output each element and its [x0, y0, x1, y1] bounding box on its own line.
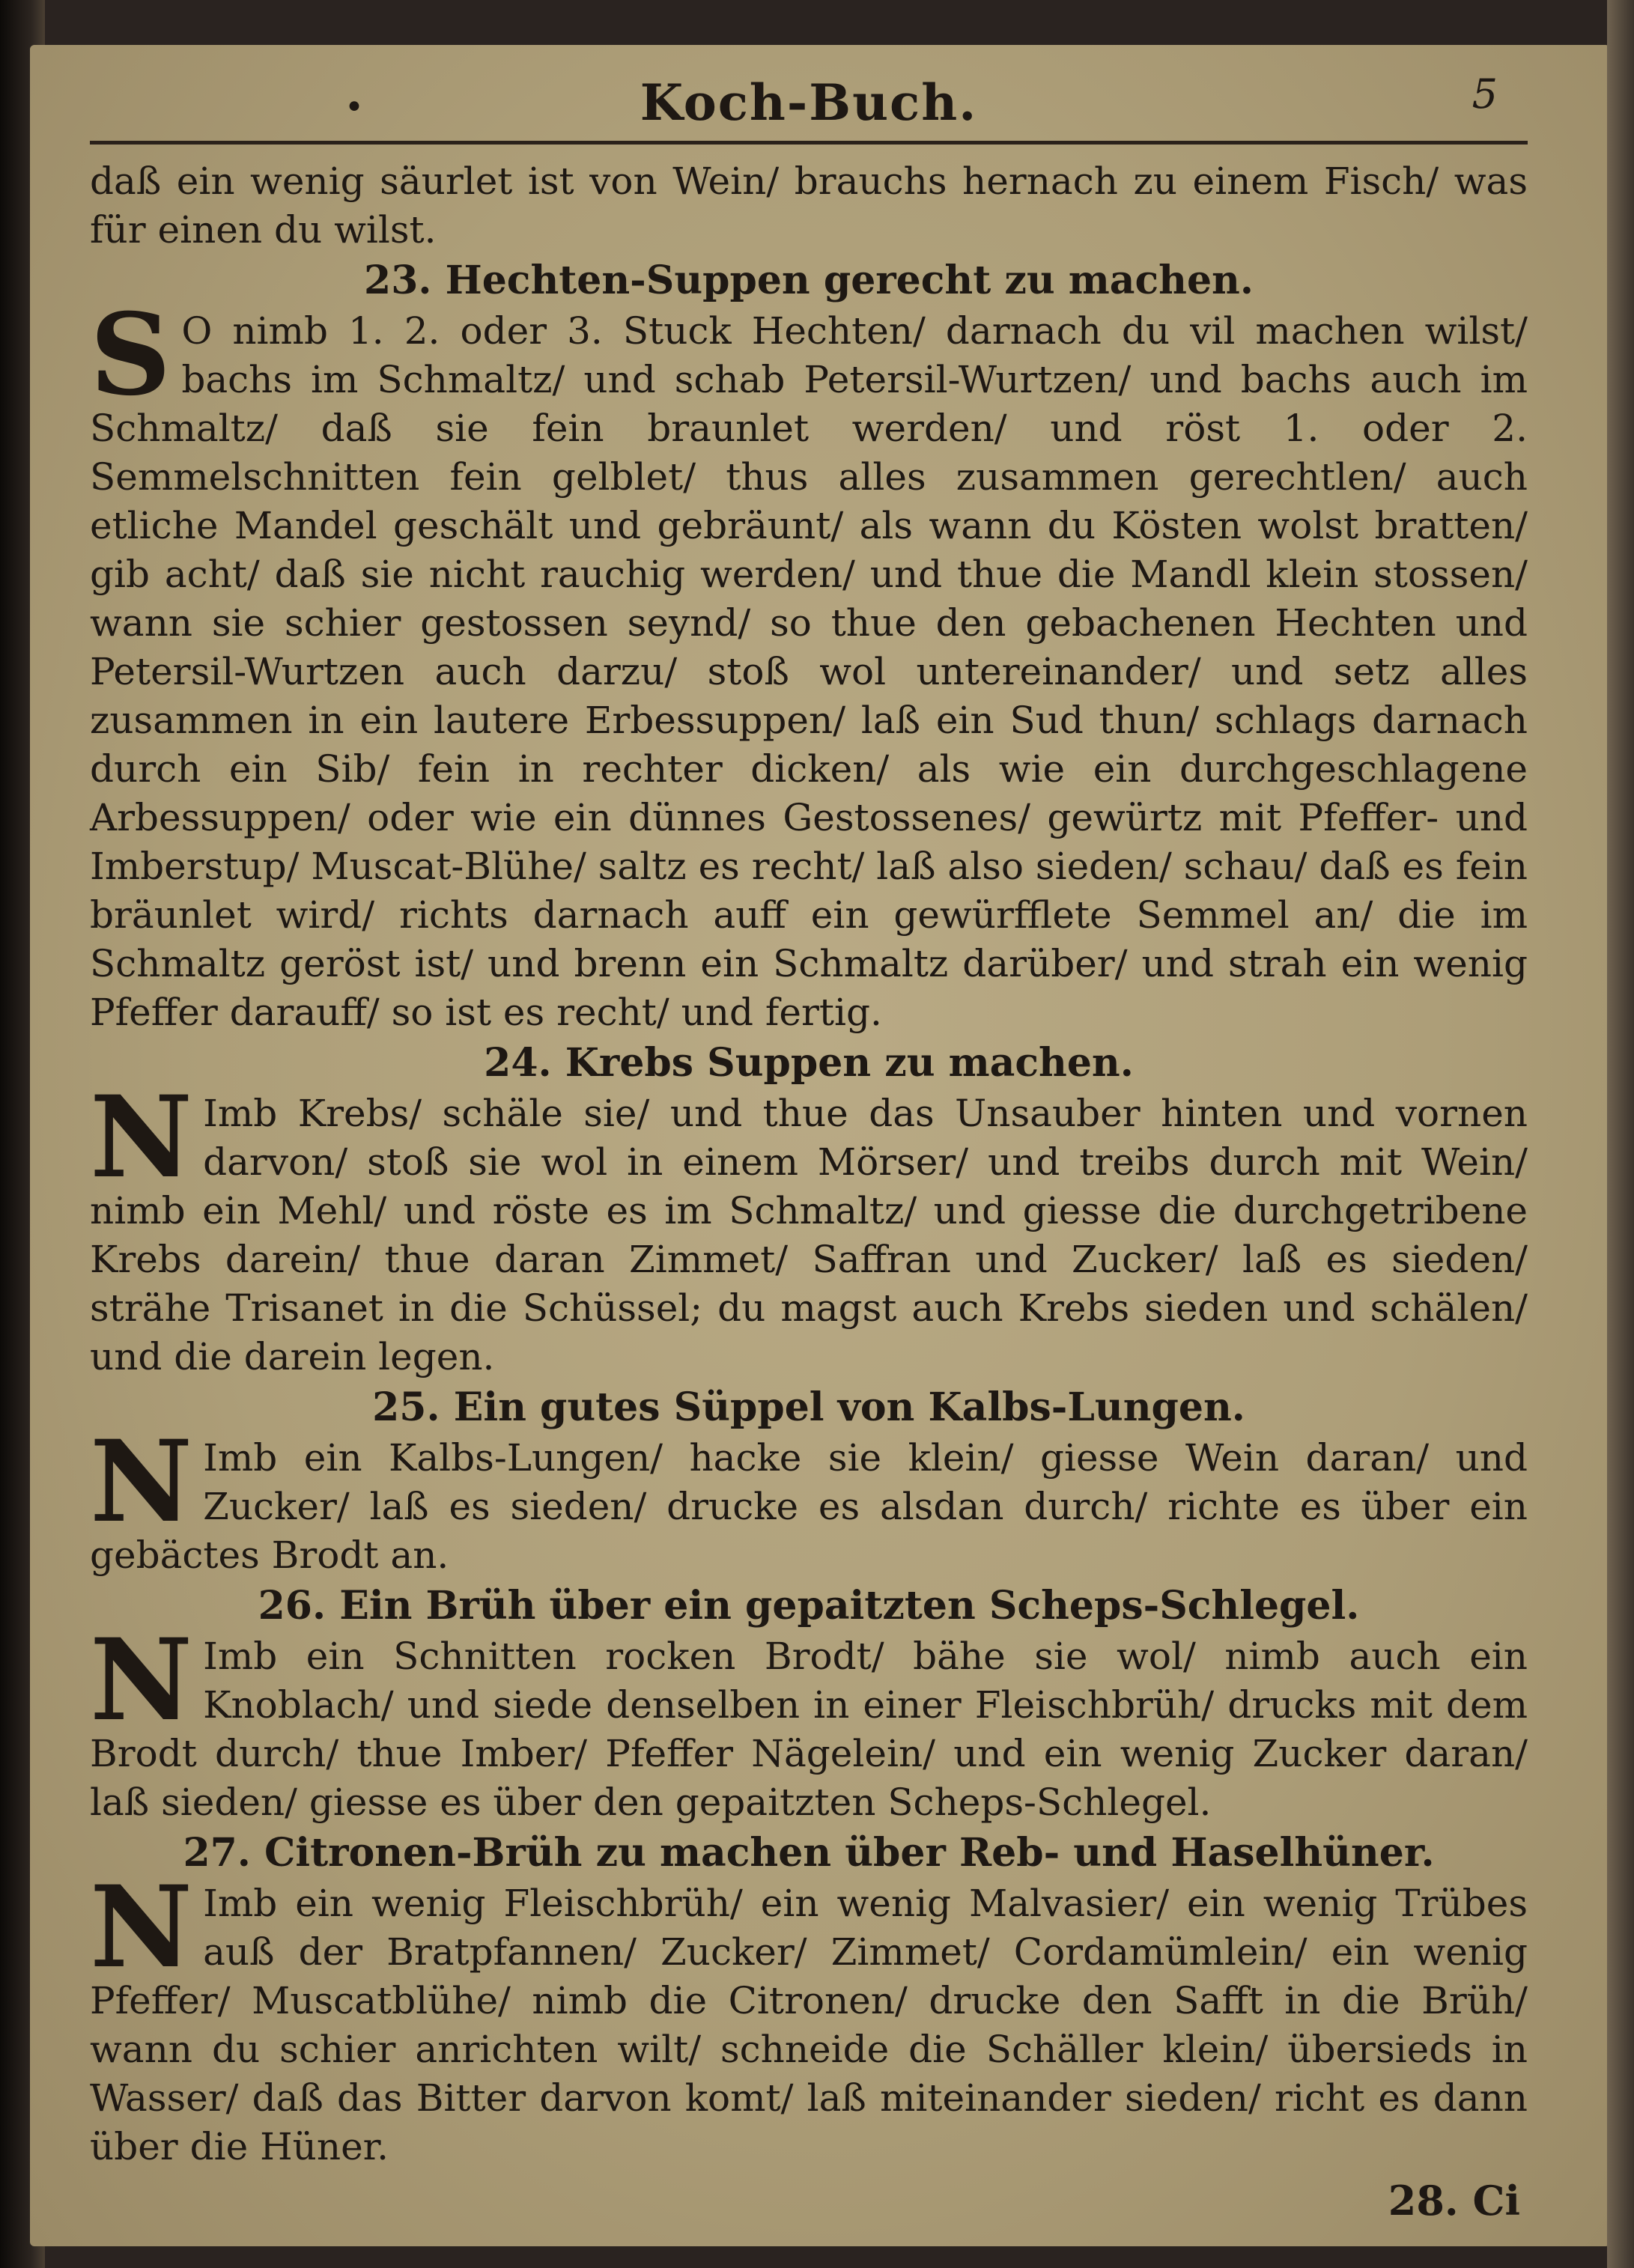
recipe-text: [90, 1614, 1528, 1827]
running-head-title: Koch-Buch.: [640, 73, 978, 132]
running-head: [90, 67, 1528, 157]
drop-cap: N: [90, 1416, 193, 1548]
drop-cap: N: [90, 1614, 193, 1746]
recipe-text: [90, 1416, 1528, 1580]
page-content: [90, 67, 1528, 2225]
recipe-body: Imb ein Kalbs-Lungen/ hacke sie klein/ giesse Wein daran/ und Zucker/ laß es sieden/ drucke es alsdan durch/ richte es über ein gebäctes Brodt an.: [90, 1436, 1528, 1577]
recipe-text: [90, 289, 1528, 1037]
recipe-25: [90, 1381, 1528, 1580]
recipe-text: [90, 1861, 1528, 2171]
recipe-27: [90, 1827, 1528, 2171]
recipe-heading: 27. Citronen-Brüh zu machen über Reb- und Haselhüner.: [183, 1830, 1435, 1876]
drop-cap: N: [90, 1071, 193, 1203]
recipe-heading: 25. Ein gutes Süppel von Kalbs-Lungen.: [372, 1384, 1245, 1430]
continuation-text: daß ein wenig säurlet ist von Wein/ brauchs hernach zu einem Fisch/ was für einen du wilst.: [90, 159, 1528, 252]
recipe-body: O nimb 1. 2. oder 3. Stuck Hechten/ darnach du vil machen wilst/ bachs im Schmaltz/ und schab Petersil-Wurtzen/ und bachs auch im Schmaltz/ daß sie fein braunlet werden/ und röst 1. oder 2. Semmelschnitten fein gelblet/ thus alles zusammen gerechtlen/ auch etliche Mandel geschält und gebräunt/ als wann du Kösten wolst bratten/ gib acht/ daß sie nicht rauchig werden/ und thue die Mandl klein stossen/ wann sie schier gestossen seynd/ so thue den gebachenen Hechten und Petersil-Wurtzen auch darzu/ stoß wol untereinander/ und setz alles zusammen in ein lautere Erbessuppen/ laß ein Sud thun/ schlags darnach durch ein Sib/ fein in rechter dicken/ als wie ein durchgeschlagene Arbessuppen/ oder wie ein dünnes Gestossenes/ gewürtz mit Pfeffer- und Imberstup/ Muscat-Blühe/ saltz es recht/ laß also sieden/ schau/ daß es fein bräunlet wird/ richts darnach auff ein gewürfflete Semmel an/ die im Schmaltz geröst ist/ und brenn ein Schmaltz darüber/ und strah ein wenig Pfeffer darauff/ so ist es recht/ und fertig.: [90, 309, 1528, 1034]
page-edge: [1607, 0, 1634, 2268]
drop-cap: S: [90, 289, 171, 421]
recipe-text: [90, 1071, 1528, 1381]
page-number: 5: [1471, 70, 1498, 118]
ornament-dot: •: [344, 88, 364, 127]
recipe-body: Imb ein Schnitten rocken Brodt/ bähe sie wol/ nimb auch ein Knoblach/ und siede denselben in einer Fleischbrüh/ drucks mit dem Brodt durch/ thue Imber/ Pfeffer Nägelein/ und ein wenig Zucker daran/ laß sieden/ giesse es über den gepaitzten Scheps-Schlegel.: [90, 1635, 1528, 1824]
recipe-26: [90, 1580, 1528, 1827]
recipe-heading: 23. Hechten-Suppen gerecht zu machen.: [364, 258, 1254, 303]
recipe-heading: 24. Krebs Suppen zu machen.: [484, 1040, 1134, 1086]
recipe-body: Imb ein wenig Fleischbrüh/ ein wenig Malvasier/ ein wenig Trübes auß der Bratpfannen/ Zucker/ Zimmet/ Cordamümlein/ ein wenig Pfeffer/ Muscatblühe/ nimb die Citronen/ drucke den Safft in die Brüh/ wann du schier anrichten wilt/ schneide die Schäller klein/ übersieds in Wasser/ daß das Bitter darvon komt/ laß miteinander sieden/ richt es dann über die Hüner.: [90, 1882, 1528, 2168]
recipe-23: [90, 255, 1528, 1037]
head-rule: [90, 141, 1528, 145]
recipe-body: Imb Krebs/ schäle sie/ und thue das Unsauber hinten und vornen darvon/ stoß sie wol in einem Mörser/ und treibs durch mit Wein/ nimb ein Mehl/ und röste es im Schmaltz/ und giesse die durchgetribene Krebs darein/ thue daran Zimmet/ Saffran und Zucker/ laß es sieden/ strähe Trisanet in die Schüssel; du magst auch Krebs sieden und schälen/ und die darein legen.: [90, 1092, 1528, 1378]
recipe-heading: 26. Ein Brüh über ein gepaitzten Scheps-Schlegel.: [258, 1583, 1360, 1629]
recipe-24: [90, 1037, 1528, 1381]
catchword: 28. Ci: [1388, 2177, 1520, 2225]
drop-cap: N: [90, 1861, 193, 1993]
